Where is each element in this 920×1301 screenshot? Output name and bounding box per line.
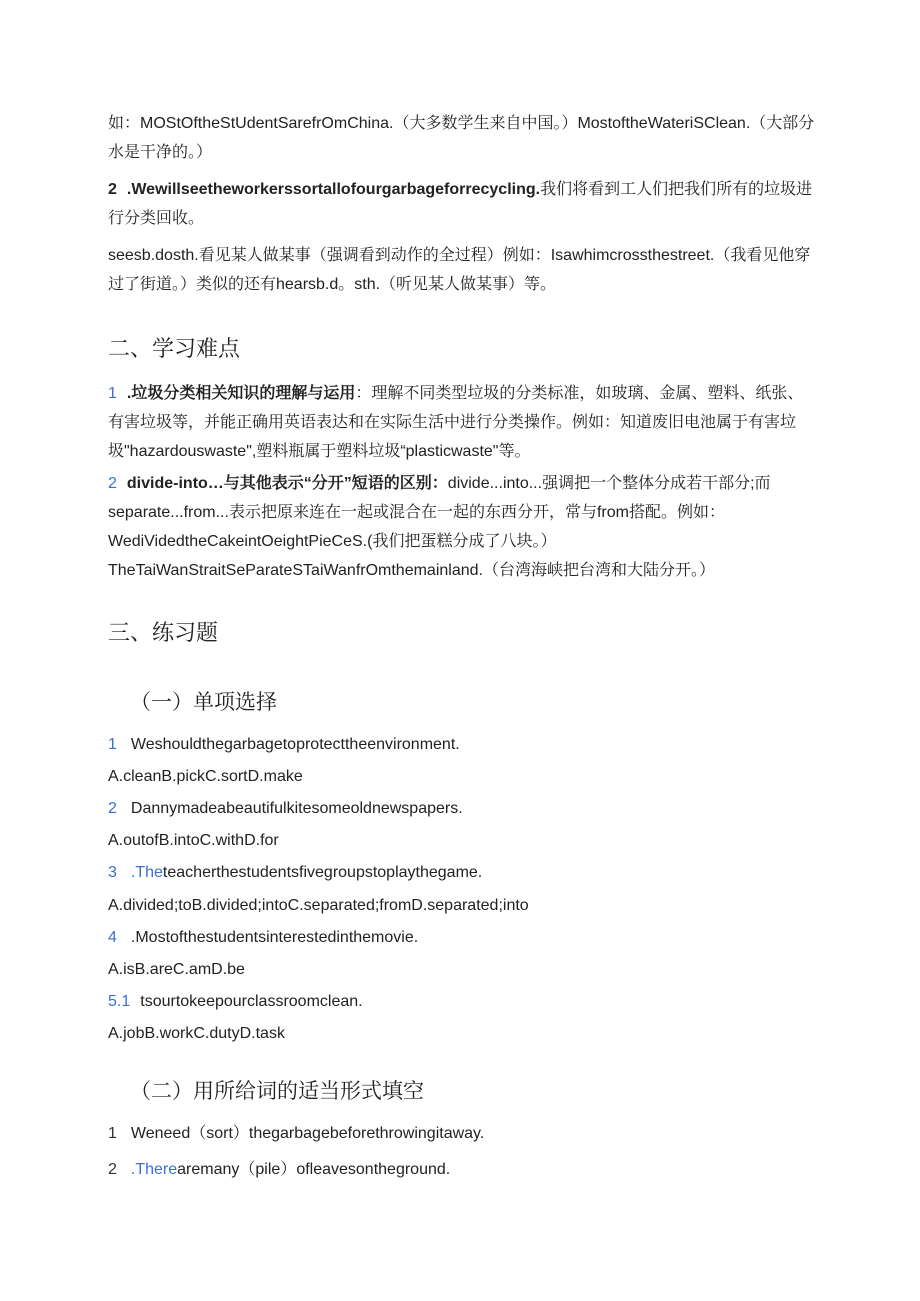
point-2-paragraph	[108, 175, 818, 233]
item-text: divide...into...强调把一个整体分成若干部分;而separate...from...表示把原来连在一起或混合在一起的东西分开，常与from搭配。例如：WediVidedtheCakeintOeightPieCeS.(我们把蛋糕分成了八块。）TheTaiWanStraitSeParateSTaiWanfrOmthemainland.（台湾海峡把台湾和大陆分开。）	[108, 475, 771, 579]
question-number: 2	[108, 800, 117, 817]
question-4-options: A.isB.areC.amD.be	[108, 961, 245, 978]
section-3-title: 三、练习题	[108, 620, 219, 645]
question-stem: Weshouldthegarbagetoprotecttheenvironment.	[130, 736, 460, 753]
question-2	[108, 797, 463, 821]
question-number: 5.1	[108, 993, 131, 1010]
item-heading: .垃圾分类相关知识的理解与运用	[126, 385, 356, 402]
question-number: 1	[108, 1125, 117, 1142]
difficulty-item-2	[108, 469, 818, 585]
item-heading: divide-into…与其他表示“分开”短语的区别：	[126, 475, 448, 492]
question-number: 1	[108, 736, 117, 753]
item-number: 2	[108, 475, 117, 492]
fill-question-2	[108, 1158, 450, 1182]
question-number: 4	[108, 929, 117, 946]
question-5-options: A.jobB.workC.dutyD.task	[108, 1025, 285, 1042]
grammar-explanation: seesb.dosth.看见某人做某事（强调看到动作的全过程）例如：Isawhimcrossthestreet.（我看见他穿过了街道。）类似的还有hearsb.d。sth.（听见某人做某事）等。	[108, 247, 811, 293]
point-translation: 我们将看到工人们把我们所有的垃圾进行分类回收。	[108, 181, 813, 227]
question-stem-prefix: .There	[130, 1161, 178, 1178]
question-4	[108, 926, 418, 950]
part-1-title: （一）单项选择	[130, 691, 277, 714]
question-5	[108, 990, 363, 1014]
difficulty-item-1	[108, 379, 818, 466]
point-number: 2	[108, 181, 117, 198]
question-number: 2	[108, 1161, 117, 1178]
example-text: MOStOftheStUdentSarefrOmChina.（大多数学生来自中国。）MostoftheWateriSClean.（大部分水是干净的。）	[108, 115, 815, 161]
part-2-title: （二）用所给词的适当形式填空	[130, 1080, 424, 1103]
question-2-options: A.outofB.intoC.withD.for	[108, 832, 279, 849]
question-stem: teacherthestudentsfivegroupstoplaythegame.	[162, 864, 483, 881]
example-paragraph-most-of	[108, 109, 818, 167]
item-text: ：理解不同类型垃圾的分类标准，如玻璃、金属、塑料、纸张、有害垃圾等，并能正确用英语表达和在实际生活中进行分类操作。例如：知道废旧电池属于有害垃圾"hazardouswaste",塑料瓶属于塑料垃圾“plasticwaste"等。	[108, 385, 804, 460]
item-number: 1	[108, 385, 117, 402]
question-1-options: A.cleanB.pickC.sortD.make	[108, 768, 303, 785]
question-stem: tsourtokeepourclassroomclean.	[140, 993, 363, 1010]
question-stem: .Mostofthestudentsinterestedinthemovie.	[130, 929, 419, 946]
question-stem: Dannymadeabeautifulkitesomeoldnewspapers.	[130, 800, 463, 817]
question-stem-prefix: .The	[130, 864, 163, 881]
question-number: 3	[108, 864, 117, 881]
question-1	[108, 733, 460, 757]
fill-question-1	[108, 1122, 484, 1146]
see-sb-do-sth-paragraph	[108, 241, 818, 299]
intro-text: 如：	[108, 115, 141, 132]
question-stem: Weneed（sort）thegarbagebeforethrowingitaway.	[130, 1125, 485, 1142]
point-key-sentence: .Wewillseetheworkerssortallofourgarbageforrecycling.	[126, 181, 541, 198]
question-3-options: A.divided;toB.divided;intoC.separated;fromD.separated;into	[108, 897, 529, 914]
question-3	[108, 861, 482, 885]
section-2-title: 二、学习难点	[108, 336, 241, 361]
question-stem: aremany（pile）ofleavesontheground.	[177, 1161, 451, 1178]
